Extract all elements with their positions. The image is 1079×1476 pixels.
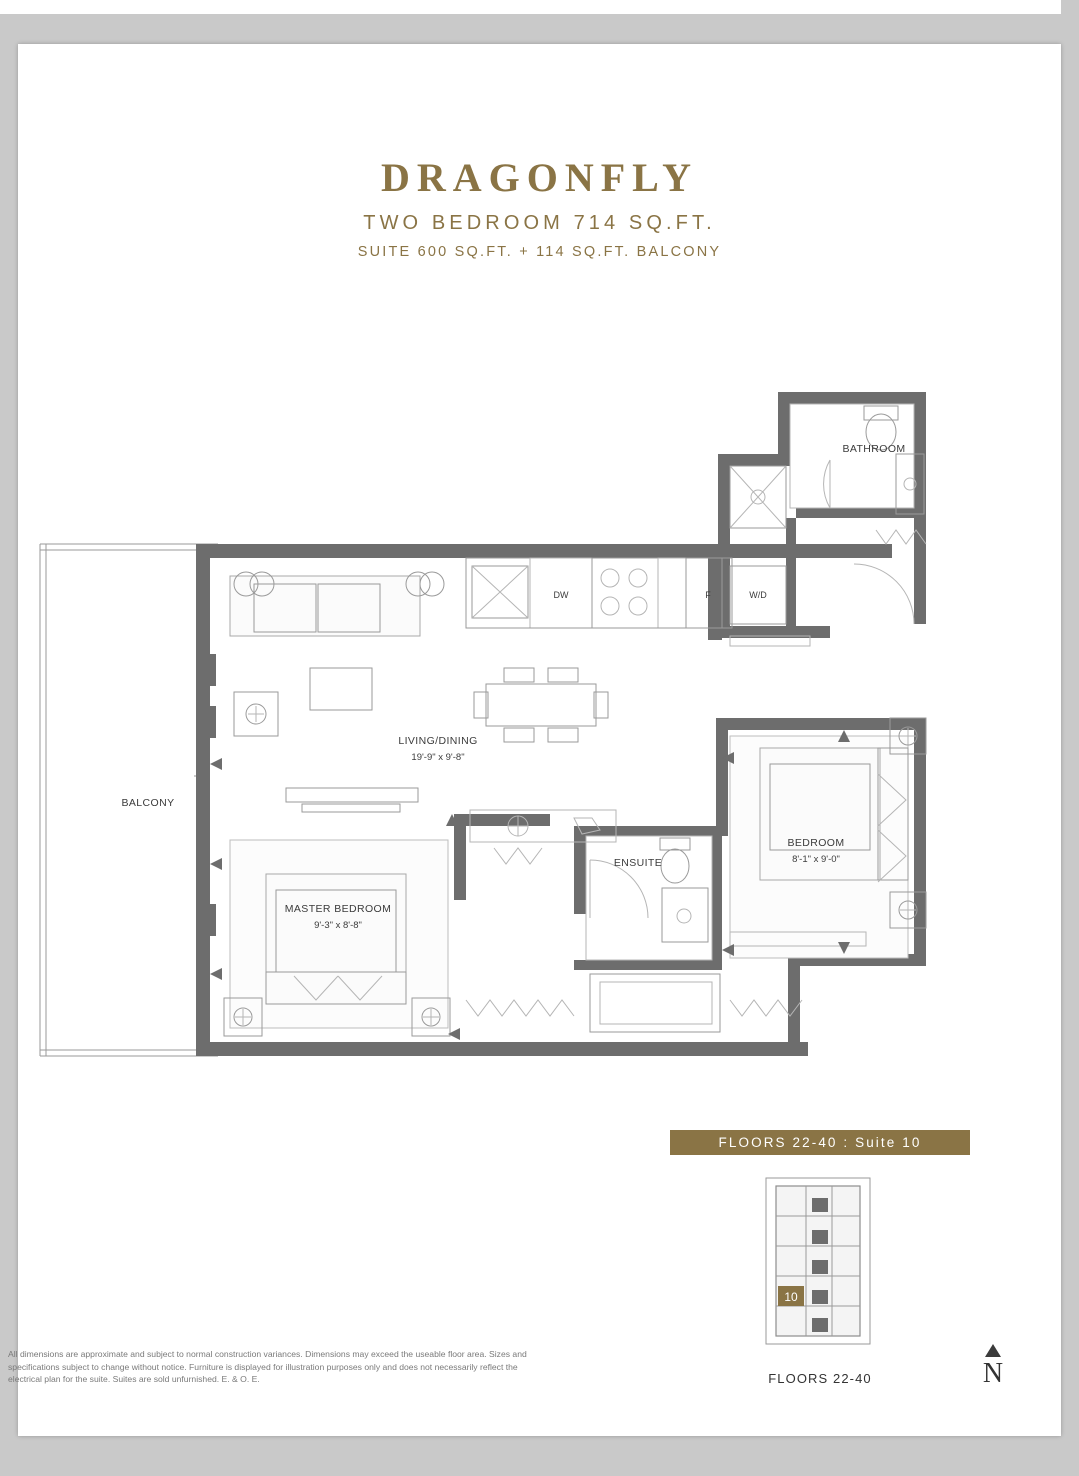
suite-type-subtitle: TWO BEDROOM 714 SQ.FT.	[363, 212, 716, 234]
kitchen	[466, 558, 732, 628]
appliance-label-fridge: F	[705, 590, 711, 600]
room-label-balcony: BALCONY	[121, 797, 175, 809]
room-label-bedroom: BEDROOM	[787, 837, 845, 849]
room-dims-master-bedroom: 9'-3" x 8'-8"	[314, 920, 362, 931]
room-label-bathroom: BATHROOM	[842, 443, 906, 455]
floors-suite-label: FLOORS 22-40 : Suite 10	[718, 1135, 922, 1150]
room-dims-bedroom: 8'-1" x 9'-0"	[792, 854, 840, 865]
page-title: DRAGONFLY	[380, 155, 699, 200]
floors-suite-banner	[670, 1130, 970, 1155]
title-block	[18, 154, 1061, 260]
floorplan-page	[8, 44, 1061, 1436]
suite-area-subtitle: SUITE 600 SQ.FT. + 114 SQ.FT. BALCONY	[357, 244, 722, 260]
appliance-label-dw: DW	[553, 590, 569, 600]
keyplan-suite-number: 10	[784, 1290, 798, 1304]
compass-north	[973, 1344, 1013, 1389]
keyplan-caption: FLOORS 22-40	[768, 1371, 872, 1386]
bedroom	[730, 718, 926, 958]
north-arrow-icon	[982, 1344, 1004, 1358]
page-top-strip	[0, 0, 1061, 14]
key-plan	[760, 1174, 878, 1349]
disclaimer-text: All dimensions are approximate and subject to normal construction variances. Dimensions may exceed the useable floor area. Sizes and specifications subject to change without notice. Furniture is displayed for illustration purposes only and does not necessarily reflect the electrical plan for the suite. Suites are sold unfurnished. E. & O. E.	[8, 1349, 527, 1385]
room-label-master-bedroom: MASTER BEDROOM	[284, 903, 392, 915]
living-room-furniture	[230, 572, 608, 812]
master-bedroom	[224, 840, 574, 1036]
appliance-label-washer-dryer: W/D	[749, 590, 767, 600]
room-dims-living-dining: 19'-9" x 9'-8"	[411, 752, 465, 763]
room-label-ensuite: ENSUITE	[613, 857, 663, 869]
north-letter: N	[982, 1358, 1004, 1389]
floor-plan-drawing	[18, 344, 1061, 1104]
room-label-living-dining: LIVING/DINING	[398, 735, 478, 747]
